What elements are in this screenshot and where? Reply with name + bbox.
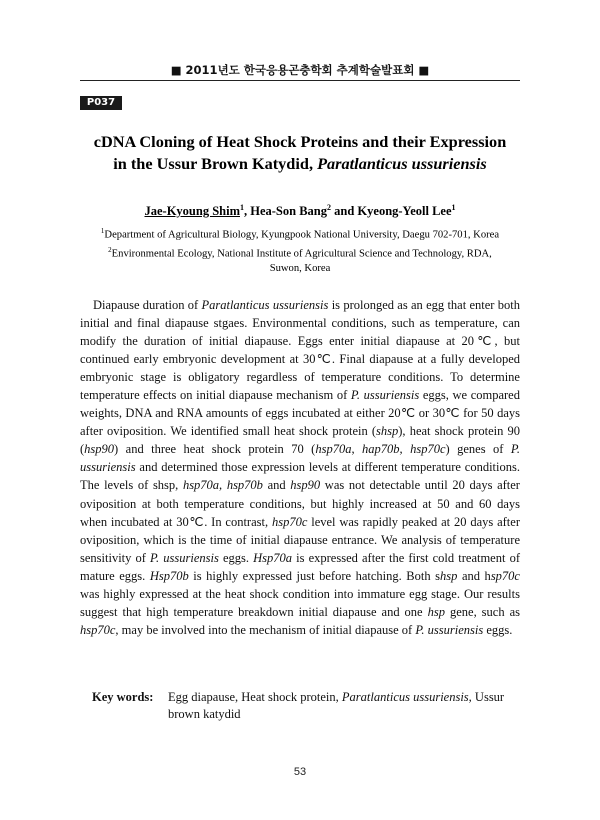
affiliation-2-mark: 2 (108, 246, 112, 255)
affiliation-2-cont: Suwon, Korea (269, 263, 331, 275)
author-1-affil: 1 (240, 203, 244, 212)
abstract-text: gene, such as (444, 604, 521, 619)
author-3-affil: 1 (451, 203, 456, 212)
abstract-text: was highly expressed at the heat shock condition into immature egg stage. Our results suggest that high temperature breakdown initial diapause and one (80, 586, 520, 619)
author-3: Kyeong-Yeoll Lee (357, 204, 452, 219)
abstract-italic: Paratlanticus ussuriensis (201, 298, 329, 312)
paper-title (80, 131, 520, 175)
abstract-italic: P. ussuriensis (80, 442, 520, 475)
title-line-2 (80, 153, 520, 175)
abstract-text: is highly expressed just before hatching. Both s (188, 568, 441, 583)
abstract-text: , (351, 442, 363, 457)
abstract-italic: P. ussuriensis (415, 622, 484, 637)
abstract-text: and h (457, 568, 491, 583)
abstract-italic: hap70b, hsp70c (362, 442, 446, 457)
abstract-italic: hsp70a, hsp70b (182, 478, 263, 493)
keywords-label: Key words: (92, 690, 154, 704)
title-species: Paratlanticus ussuriensis (317, 154, 487, 173)
title-line-2-text: in the Ussur Brown Katydid, (113, 154, 318, 173)
affiliation-1-text: Department of Agricultural Biology, Kyungpook National University, Daegu 702-701, Korea (104, 229, 500, 241)
affiliation-1-mark: 1 (100, 227, 105, 235)
abstract-text: was not detectable until 20 days after oviposition at both temperature conditions, but highly increased at 50 and 60 days when incubated at 30℃. In contrast, (80, 478, 520, 529)
abstract-text: and determined those expression levels at different temperature conditions. The levels of shsp, (80, 460, 520, 493)
abstract-italic: hsp90 (84, 442, 115, 457)
abstract-italic: hsp90 (290, 478, 321, 493)
affiliation-1 (80, 224, 520, 243)
keyword-species: Paratlanticus ussuriensis, (341, 690, 472, 704)
header-divider (80, 80, 520, 81)
conference-header: ■ 2011년도 한국응용곤충학회 추계학술발표회 ■ (170, 63, 430, 77)
author-2-affil: 2 (327, 203, 332, 212)
abstract-italic: hsp70a (315, 442, 352, 457)
author-separator-2: and (331, 204, 358, 219)
abstract-text: ) genes of (445, 442, 511, 457)
abstract-paragraph (80, 296, 520, 639)
abstract-text: eggs. (483, 622, 513, 637)
abstract-text: eggs, we compared weights, DNA and RNA amounts of eggs incubated at either 20℃ or 30℃ for 50 days after oviposition. We identified small heat shock protein ( (80, 388, 520, 439)
author-2: Hea-Son Bang (250, 204, 328, 219)
page-number: 53 (293, 766, 307, 778)
abstract-text: , may be involved into the mechanism of initial diapause of (115, 622, 416, 637)
poster-id-badge: P037 (80, 96, 122, 110)
abstract-italic: hsp (427, 604, 445, 619)
abstract-text: ), heat shock protein 90 ( (80, 424, 520, 457)
affiliation-2 (80, 243, 520, 262)
abstract-text: and (262, 478, 291, 493)
abstract-italic: Hsp70b (149, 568, 189, 583)
abstract-italic: P. ussuriensis (350, 388, 420, 403)
keywords-list (168, 689, 518, 723)
abstract-text: Diapause duration of (93, 298, 202, 312)
abstract-text: is expressed after the first cold treatment of mature eggs. (80, 550, 520, 583)
author-separator-1: , (244, 204, 251, 219)
affiliations (80, 224, 520, 277)
abstract (80, 296, 520, 639)
abstract-italic: P. ussuriensis (150, 550, 219, 565)
abstract-italic: hsp70c (80, 622, 116, 637)
keywords (92, 689, 520, 723)
abstract-italic: Hsp70a (253, 550, 293, 565)
abstract-italic: shsp (376, 424, 399, 439)
abstract-italic: hsp (440, 568, 458, 583)
abstract-text: level was rapidly peaked at 20 days after oviposition, which is the time of initial diapause entrance. We analysis of temperature sensitivity of (80, 514, 520, 565)
title-line-1: cDNA Cloning of Heat Shock Proteins and their Expression (93, 132, 507, 151)
affiliation-2-text: Environmental Ecology, National Institute of Agricultural Science and Technology, RDA, (111, 248, 492, 260)
abstract-text: ) and three heat shock protein 70 ( (114, 442, 316, 457)
author-1: Jae-Kyoung Shim (144, 204, 240, 219)
keyword-text: Egg diapause, Heat shock protein, (168, 690, 342, 704)
author-list (80, 203, 520, 219)
abstract-text: eggs. (218, 550, 254, 565)
abstract-italic: hsp70c (271, 514, 308, 529)
keyword-text: Ussur brown katydid (168, 690, 505, 721)
abstract-italic: sp70c (490, 568, 520, 583)
abstract-text: is prolonged as an egg that enter both initial and final diapause stgaes. Environmental conditions, such as temperature, can modify the duration of initial diapause. Eggs enter initial diapause at 20℃, but continued early embryonic development at 30℃. Final diapause at a fully developed embryonic stage is obligatory regardless of temperature conditions. To determine temperature effects on initial diapause mechanism of (80, 298, 520, 403)
